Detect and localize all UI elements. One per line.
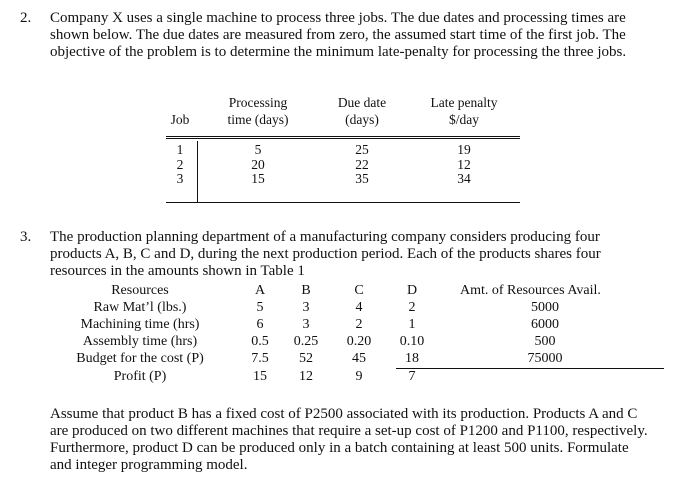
product-c-header: C (354, 283, 364, 298)
jobs-table-header (162, 94, 522, 132)
problem-3-line: products A, B, C and D, during the next production period. Each of the products shares four (50, 246, 601, 262)
problem-3-closing (50, 406, 648, 474)
value-d: 2 (408, 300, 416, 315)
value-b: 52 (299, 351, 313, 366)
value-c: 0.20 (346, 334, 372, 349)
product-d-header: D (406, 283, 418, 298)
job-cell: 3 (176, 171, 184, 186)
value-c: 45 (352, 351, 366, 366)
value-a: 5 (256, 300, 264, 315)
value-c: 4 (355, 300, 363, 315)
product-a-header: A (254, 283, 266, 298)
due-date-cell: 25 (355, 142, 369, 157)
processing-cell: 5 (254, 142, 262, 157)
problem-3-line: resources in the amounts shown in Table 1 (50, 263, 305, 279)
value-a: 0.5 (251, 334, 269, 349)
value-c: 2 (355, 317, 363, 332)
processing-cell: 20 (251, 156, 265, 172)
table-rule-bottom (166, 202, 520, 203)
resource-label: Budget for the cost (P) (76, 351, 204, 366)
problem-3-line: Furthermore, product D can be produced only in a batch containing at least 500 units. Formulate (50, 440, 629, 456)
problem-2-number: 2. (20, 10, 32, 26)
penalty-cell: 12 (457, 156, 471, 172)
problem-2-line: Company X uses a single machine to process three jobs. The due dates and processing times are (50, 10, 626, 26)
resource-label: Assembly time (hrs) (82, 334, 198, 349)
resource-label: Machining time (hrs) (80, 317, 200, 332)
value-a: 7.5 (251, 351, 269, 366)
late-penalty-header: Late penalty $/day (430, 95, 498, 127)
table-rule-top (166, 136, 520, 137)
resources-header: Resources (111, 283, 169, 298)
problem-2-line: shown below. The due dates are measured from zero, the assumed start time of the first job. The (50, 27, 626, 43)
problem-2-line: objective of the problem is to determine the minimum late-penalty for processing the three jobs. (50, 44, 627, 60)
problem-3-number: 3. (20, 229, 32, 245)
due-date-cell: 22 (355, 156, 369, 172)
problem-3-line: and integer programming model. (50, 457, 248, 473)
value-a: 15 (253, 369, 267, 384)
jobs-table (162, 94, 522, 187)
table-rule-top-double (166, 138, 520, 139)
budget-underline (396, 368, 664, 369)
value-b: 3 (302, 300, 310, 315)
value-b: 12 (299, 369, 313, 384)
job-cell: 1 (176, 142, 184, 157)
penalty-cell: 34 (457, 171, 471, 186)
value-d: 0.10 (399, 334, 425, 349)
value-d: 1 (408, 317, 416, 332)
value-b: 0.25 (293, 334, 319, 349)
value-b: 3 (302, 317, 310, 332)
value-available: 5000 (531, 300, 559, 315)
penalty-cell: 19 (457, 142, 471, 157)
problem-2-text (50, 10, 626, 61)
product-b-header: B (301, 283, 311, 298)
value-a: 6 (256, 317, 264, 332)
table-column-divider (197, 141, 198, 202)
due-date-cell: 35 (355, 171, 369, 186)
problem-3-intro (50, 229, 601, 280)
job-cell: 2 (176, 156, 184, 172)
value-d: 18 (405, 351, 419, 366)
table-row (162, 158, 522, 173)
problem-3-line: The production planning department of a manufacturing company considers producing four (50, 229, 600, 245)
value-available: 6000 (531, 317, 559, 332)
problem-3-line: Assume that product B has a fixed cost of P2500 associated with its production. Products A and C (50, 406, 638, 422)
value-available: 75000 (527, 351, 563, 366)
resource-label: Raw Mat’l (lbs.) (93, 300, 187, 315)
problem-3-line: are produced on two different machines that require a set-up cost of P1200 and P1100, respectively. (50, 423, 648, 439)
available-header: Amt. of Resources Avail. (460, 283, 601, 298)
value-available: 500 (534, 334, 556, 349)
value-c: 9 (355, 369, 363, 384)
table-row (162, 143, 522, 158)
due-date-header: Due date (days) (337, 95, 387, 127)
job-header: Job (170, 112, 190, 127)
processing-time-header: Processing time (days) (227, 95, 289, 127)
value-d: 7 (408, 369, 416, 384)
table-row (162, 172, 522, 187)
resource-label: Profit (P) (113, 369, 167, 384)
processing-cell: 15 (251, 171, 265, 186)
